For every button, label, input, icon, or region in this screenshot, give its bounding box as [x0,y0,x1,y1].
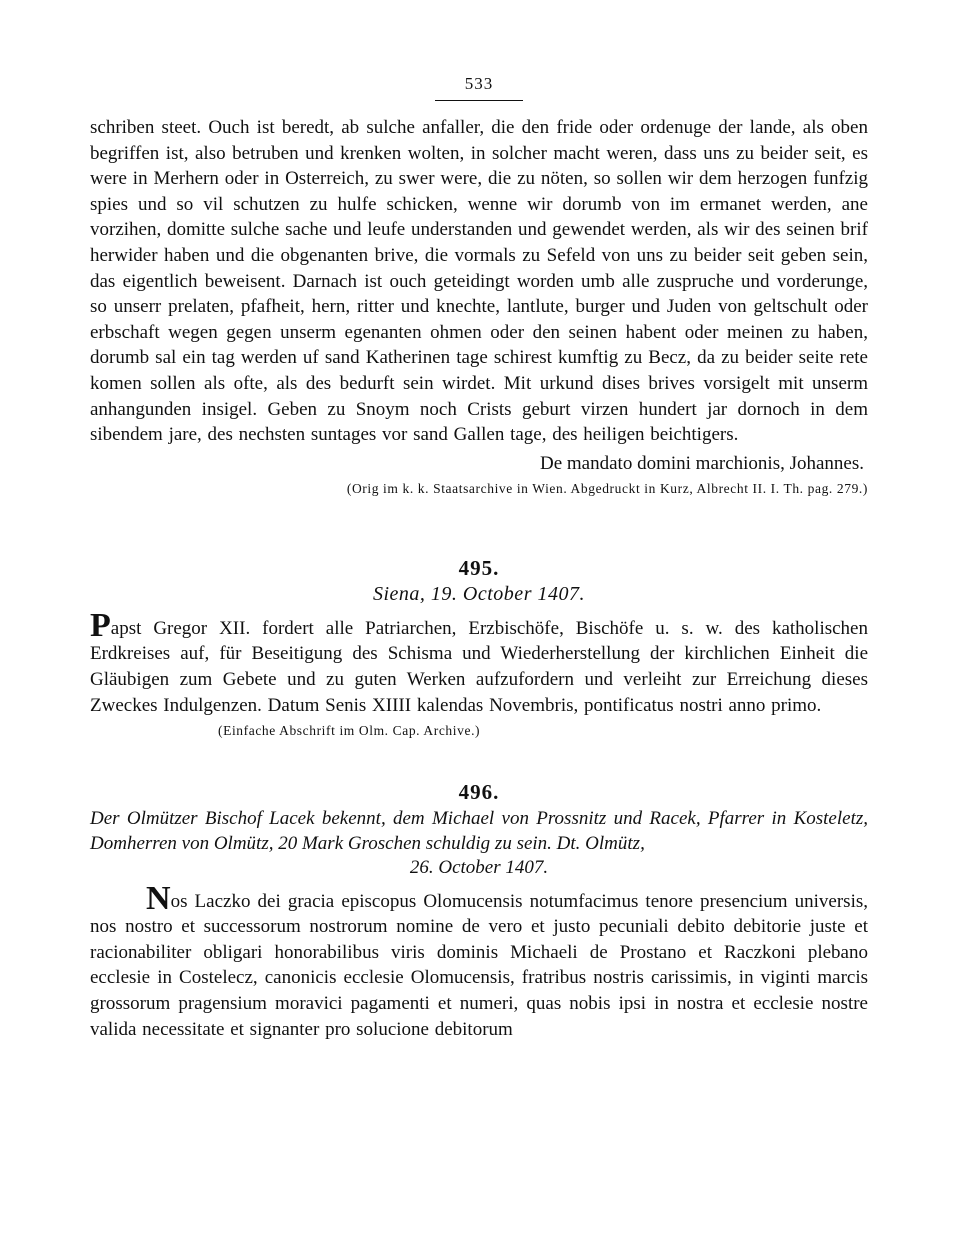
doc-495-text [90,606,868,718]
continuation-text: schriben steet. Ouch ist beredt, ab sulche anfaller, die den fride oder ordenuge der lande, als oben begriffen ist, also betruben und krenken wolten, in solcher macht weren, dass uns zu beider seit, es were in Merhern oder in Osterreich, zu swer were, die zu nöten, so sollen wir dem herzogen funfzig spies und so vil schutzen zu hulfe schicken, wenne wir dorumb von im ermanet werden, ane vorzihen, domitte sulche sache und leufe understanden und gewendet werden, als wir des seinen brif herwider haben und die obgenanten brive, die vormals zu Sefeld von uns zu beider seit geben sein, das eigentlich beweisent. Darnach ist ouch geteidingt worden umb alle zuspruche und vorderunge, so unserr prelaten, pfafheit, hern, ritter und knechte, lantlute, burger und Juden von geltschult oder erbschaft wegen gegen unserm egenanten ohmen oder den seinen habent oder meinen zu haben, dorumb sal ein tag werden uf sand Katherinen tage schirest kumftig zu Becz, da zu beider seite rete komen sollen als ofte, als des bedurft sein wirdet. Mit urkund dises brives vorsigelt mit unserm anhangunden insigel. Geben zu Snoym noch Crists geburt virzen hundert jar dornoch in dem sibendem jare, des nechsten suntages vor sand Gallen tage, des heiligen beichtigers. [90,117,868,446]
doc-number-495: 495. [458,555,500,580]
doc-496-text [90,879,868,1043]
document-page [90,74,868,1042]
section-gap [90,498,868,556]
summary-496 [90,807,868,881]
page-number-rule [435,100,523,101]
doc-496-body: os Laczko dei gracia episcopus Olomucensis notumfacimus tenore presencium universis, nos nostro et successorum nostrorum nomine de vero et justo pecuniali debito debitorie juste et racionabiliter obligari honorabilibus viris dominis Michaeli de Prostano et Raczkoni plebano ecclesie in Costelecz, canonicis ecclesie Olomucensis, fratribus nostris carissimis, in viginti marcis grossorum pragensium moravici pagamenti et numeri, quas nobis ipsi in nostra et ecclesie nostre valida necessitate et signanter pro solucione debitorum [90,890,868,1040]
summary-496-date: 26. October 1407. [409,857,549,879]
doc-number-496: 496. [458,780,500,805]
source-note-495: (Einfache Abschrift im Olm. Cap. Archive.) [218,723,481,739]
signature-line: De mandato domini marchionis, Johannes. [540,452,864,474]
doc-495-body: apst Gregor XII. fordert alle Patriarchen, Erzbischöfe, Bischöfe u. s. w. des katholischen Erdkreises auf, für Beseitigung des Schisma und Wiederherstellung der kirchlichen Einheit die Gläubigen zum Gebete und zu guten Werken aufzufordern und verleiht zur Erreichung dieses Zweckes Indulgenzen. Datum Senis XIIII kalendas Novembris, pontificatus nostri anno primo. [90,617,868,716]
dateline-495: Siena, 19. October 1407. [373,582,585,605]
initial-letter-495: P [90,606,111,644]
section-gap [90,740,868,780]
page-number: 533 [464,74,494,93]
initial-letter-496: N [146,879,171,917]
source-note-494: (Orig im k. k. Staatsarchive in Wien. Abgedruckt in Kurz, Albrecht II. I. Th. pag. 279.) [346,480,868,496]
summary-496-text: Der Olmützer Bischof Lacek bekennt, dem Michael von Prossnitz und Racek, Pfarrer in Kosteletz, Domherren von Olmütz, 20 Mark Groschen schuldig zu sein. Dt. Olmütz, [90,808,868,854]
